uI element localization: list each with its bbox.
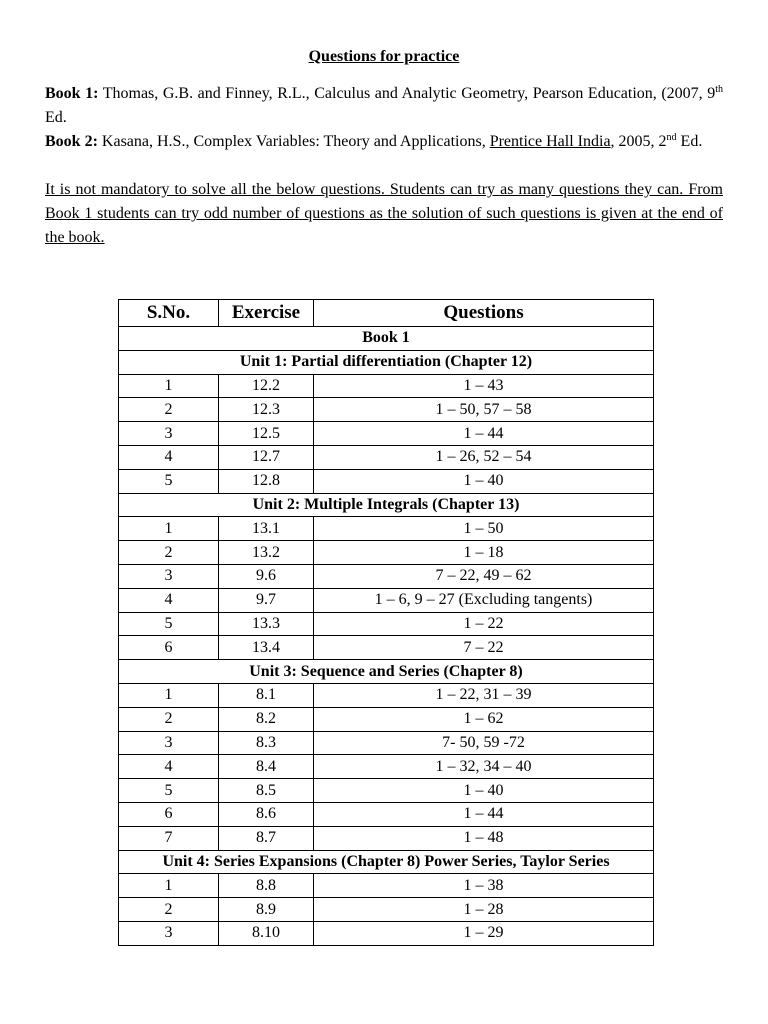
- cell-questions: 1 – 50: [314, 517, 654, 541]
- cell-sno: 6: [119, 636, 219, 660]
- cell-sno: 1: [119, 683, 219, 707]
- cell-exercise: 12.3: [219, 398, 314, 422]
- cell-sno: 1: [119, 874, 219, 898]
- table-row: [119, 588, 654, 612]
- cell-sno: 5: [119, 779, 219, 803]
- table-row: [119, 921, 654, 945]
- cell-questions: 1 – 62: [314, 707, 654, 731]
- unit-title: Unit 4: Series Expansions (Chapter 8) Power Series, Taylor Series: [119, 850, 654, 874]
- table-row: [119, 826, 654, 850]
- table-row: [119, 755, 654, 779]
- unit-title: Unit 3: Sequence and Series (Chapter 8): [119, 660, 654, 684]
- table-row: [119, 517, 654, 541]
- table-row: [119, 683, 654, 707]
- book-1-edition-suffix: th: [715, 84, 724, 95]
- cell-questions: 7 – 22, 49 – 62: [314, 564, 654, 588]
- cell-sno: 1: [119, 374, 219, 398]
- header-sno: S.No.: [119, 300, 219, 327]
- cell-exercise: 8.8: [219, 874, 314, 898]
- unit-title: Unit 1: Partial differentiation (Chapter 12): [119, 350, 654, 374]
- cell-sno: 4: [119, 588, 219, 612]
- cell-questions: 1 – 48: [314, 826, 654, 850]
- cell-sno: 2: [119, 398, 219, 422]
- cell-exercise: 8.4: [219, 755, 314, 779]
- table-row: [119, 731, 654, 755]
- cell-exercise: 8.2: [219, 707, 314, 731]
- table-row: [119, 374, 654, 398]
- table-row: [119, 779, 654, 803]
- cell-questions: 1 – 29: [314, 921, 654, 945]
- cell-exercise: 12.7: [219, 445, 314, 469]
- table-row: [119, 469, 654, 493]
- cell-questions: 1 – 32, 34 – 40: [314, 755, 654, 779]
- header-questions: Questions: [314, 300, 654, 327]
- cell-questions: 1 – 18: [314, 541, 654, 565]
- book-2-edition-suffix: nd: [666, 132, 677, 143]
- table-row: [119, 612, 654, 636]
- cell-sno: 6: [119, 802, 219, 826]
- header-exercise: Exercise: [219, 300, 314, 327]
- cell-questions: 1 – 44: [314, 802, 654, 826]
- cell-sno: 3: [119, 422, 219, 446]
- cell-questions: 1 – 40: [314, 779, 654, 803]
- cell-sno: 4: [119, 755, 219, 779]
- cell-exercise: 13.3: [219, 612, 314, 636]
- cell-sno: 3: [119, 564, 219, 588]
- cell-sno: 1: [119, 517, 219, 541]
- cell-exercise: 9.6: [219, 564, 314, 588]
- book-row: [119, 327, 654, 351]
- cell-questions: 1 – 26, 52 – 54: [314, 445, 654, 469]
- cell-sno: 4: [119, 445, 219, 469]
- practice-questions-table: [118, 299, 654, 946]
- book-1-reference: [45, 82, 723, 130]
- book-row-label: Book 1: [119, 327, 654, 351]
- cell-sno: 3: [119, 731, 219, 755]
- cell-exercise: 12.5: [219, 422, 314, 446]
- book-1-text: Thomas, G.B. and Finney, R.L., Calculus and Analytic Geometry, Pearson Education, (2007, 9: [98, 85, 716, 102]
- cell-questions: 1 – 44: [314, 422, 654, 446]
- page-title: Questions for practice: [308, 48, 460, 65]
- table-row: [119, 898, 654, 922]
- unit-title: Unit 2: Multiple Integrals (Chapter 13): [119, 493, 654, 517]
- cell-exercise: 13.2: [219, 541, 314, 565]
- table-body: [119, 327, 654, 946]
- table-header-row: [119, 300, 654, 327]
- cell-sno: 2: [119, 707, 219, 731]
- cell-questions: 1 – 38: [314, 874, 654, 898]
- document-page: [45, 45, 723, 250]
- cell-exercise: 8.10: [219, 921, 314, 945]
- cell-questions: 1 – 50, 57 – 58: [314, 398, 654, 422]
- cell-questions: 1 – 28: [314, 898, 654, 922]
- cell-exercise: 8.9: [219, 898, 314, 922]
- cell-exercise: 8.3: [219, 731, 314, 755]
- cell-questions: 7- 50, 59 -72: [314, 731, 654, 755]
- unit-header-row: [119, 493, 654, 517]
- table-row: [119, 802, 654, 826]
- cell-questions: 1 – 43: [314, 374, 654, 398]
- instructions-note: It is not mandatory to solve all the below questions. Students can try as many questions they can. From Book 1 students can try odd number of questions as the solution of such questions is given at the end of the book.: [45, 181, 723, 246]
- book-2-label: Book 2:: [45, 133, 98, 150]
- cell-questions: 7 – 22: [314, 636, 654, 660]
- cell-exercise: 13.1: [219, 517, 314, 541]
- cell-questions: 1 – 40: [314, 469, 654, 493]
- cell-sno: 3: [119, 921, 219, 945]
- cell-exercise: 8.5: [219, 779, 314, 803]
- book-1-label: Book 1:: [45, 85, 99, 102]
- cell-sno: 7: [119, 826, 219, 850]
- cell-exercise: 9.7: [219, 588, 314, 612]
- cell-exercise: 8.1: [219, 683, 314, 707]
- cell-exercise: 8.6: [219, 802, 314, 826]
- cell-sno: 2: [119, 898, 219, 922]
- table-row: [119, 564, 654, 588]
- cell-sno: 2: [119, 541, 219, 565]
- book-2-publisher: Prentice Hall India: [489, 133, 611, 150]
- table-row: [119, 636, 654, 660]
- book-2-text-2: , 2005, 2: [610, 133, 667, 150]
- book-2-reference: [45, 130, 723, 154]
- cell-exercise: 12.2: [219, 374, 314, 398]
- cell-sno: 5: [119, 612, 219, 636]
- cell-exercise: 8.7: [219, 826, 314, 850]
- unit-header-row: [119, 850, 654, 874]
- cell-exercise: 13.4: [219, 636, 314, 660]
- table-row: [119, 541, 654, 565]
- cell-exercise: 12.8: [219, 469, 314, 493]
- cell-sno: 5: [119, 469, 219, 493]
- unit-header-row: [119, 350, 654, 374]
- book-2-tail: Ed.: [676, 133, 703, 150]
- unit-header-row: [119, 660, 654, 684]
- cell-questions: 1 – 22, 31 – 39: [314, 683, 654, 707]
- cell-questions: 1 – 6, 9 – 27 (Excluding tangents): [314, 588, 654, 612]
- book-2-text: Kasana, H.S., Complex Variables: Theory and Applications,: [97, 133, 490, 150]
- cell-questions: 1 – 22: [314, 612, 654, 636]
- book-1-tail: Ed.: [45, 109, 67, 126]
- table-row: [119, 422, 654, 446]
- table-row: [119, 874, 654, 898]
- table-row: [119, 445, 654, 469]
- table-row: [119, 707, 654, 731]
- table-row: [119, 398, 654, 422]
